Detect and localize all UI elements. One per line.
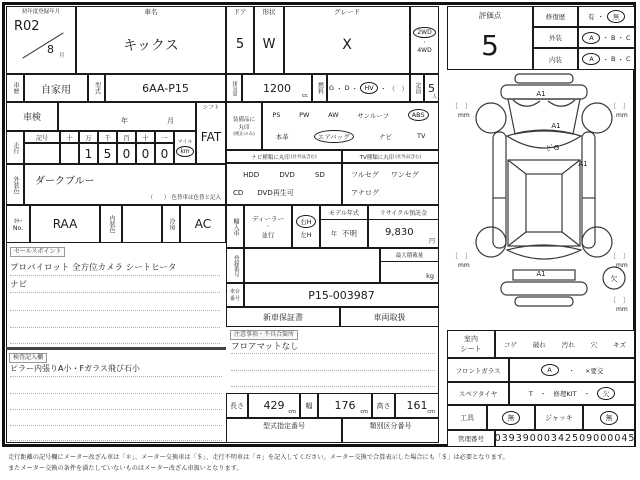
chassis-label-2: 番号	[229, 296, 240, 302]
fuel-cell	[327, 74, 410, 102]
mileage-header-kigo: 記号	[24, 131, 60, 143]
shift-value: FAT	[200, 130, 222, 145]
diagonal-line	[22, 33, 63, 59]
interior-grade-c: C	[625, 55, 631, 63]
history-label: 車歴	[12, 82, 19, 94]
new-car-warranty: 新車保証書	[226, 307, 340, 327]
right-handle: 右H	[296, 215, 315, 228]
navi-sd: SD	[315, 170, 325, 179]
front-bumper-strip	[515, 74, 573, 83]
capacity-cell	[424, 74, 439, 102]
mileage-header: 十	[60, 131, 79, 143]
seat-label-1: 室内	[464, 335, 478, 343]
car-diagram	[447, 72, 635, 328]
shift-label: シフト	[202, 105, 220, 111]
tv-fullseg: フルセグ	[351, 171, 379, 179]
width-label: 幅	[300, 393, 318, 418]
equip-aw: AW	[328, 111, 339, 120]
mileage-unit-cell	[174, 131, 196, 164]
dot: ・	[617, 55, 624, 64]
car-name-cell	[76, 6, 226, 74]
displacement-value: 1200	[263, 81, 291, 95]
mileage-kigo-value	[24, 143, 60, 164]
missing-part-mark: 欠	[610, 275, 618, 283]
exterior-grade-c: C	[625, 33, 631, 42]
jack-value: 無	[600, 411, 618, 425]
body-color-label-cell	[6, 164, 24, 205]
model-code-label-cell	[88, 74, 105, 102]
ruled-line	[10, 310, 220, 328]
ruled-line	[231, 354, 435, 371]
height-value: 161	[406, 399, 428, 412]
windshield-a: A	[541, 364, 559, 376]
interior-grade-a: A	[582, 53, 600, 65]
door-label: ドア	[233, 8, 247, 16]
km-unit: km	[176, 146, 194, 157]
navi-type-header: ナビ種類に丸印	[251, 154, 290, 161]
car-name-label: 車名	[144, 8, 158, 16]
score-value: 5	[481, 28, 499, 62]
navi-hdd: HDD	[243, 170, 260, 179]
dot: ・	[602, 34, 609, 42]
score-label: 評価点	[478, 11, 502, 20]
registration-no-label-cell	[226, 248, 244, 283]
mm-unit: mm	[458, 112, 470, 119]
equip-tv: TV	[416, 132, 426, 141]
shift-cell	[196, 102, 226, 164]
import-label-cell	[226, 205, 244, 248]
body-color-cell	[24, 164, 226, 205]
chassis-value: P15-003987	[244, 283, 439, 307]
registration-no-value	[244, 248, 380, 283]
wheel-front-right	[582, 103, 612, 133]
door-cell	[226, 6, 254, 74]
equipment-label-3: (純正のみ)	[233, 132, 255, 137]
tv-type-header-sub: (社外品含む)	[395, 154, 422, 160]
ac-label-cell	[162, 205, 180, 243]
roof-line	[508, 232, 526, 246]
mileage-digit: 5	[98, 143, 117, 164]
windshield-x: ×要交	[585, 366, 604, 375]
repair-history-label: 修復歴	[533, 6, 578, 27]
mileage-header: 万	[79, 131, 98, 143]
equipment-options	[262, 102, 439, 150]
control-no-label: 管理番号	[447, 430, 495, 447]
import-label: 輸入車	[232, 217, 239, 236]
first-registration-era: R02	[14, 19, 40, 35]
windshield	[507, 130, 581, 148]
fuel-d: D	[344, 84, 350, 92]
dot: ・	[602, 55, 609, 64]
sales-point-tab: セールスポイント	[10, 247, 65, 257]
roof-line	[562, 160, 580, 174]
shape-value: W	[262, 37, 276, 53]
tools-label: 工具	[447, 405, 487, 430]
mileage-digit: 1	[79, 143, 98, 164]
color-no-value: RAA	[30, 205, 100, 243]
first-registration-label: 初年度登録年月	[21, 9, 61, 15]
drive-2wd: 2WD	[413, 27, 435, 38]
chassis-label-1: 車台	[229, 289, 240, 295]
measure-bracket: 〔 〕	[451, 252, 472, 260]
displacement-cell	[242, 74, 312, 102]
history-value: 自家用	[24, 74, 88, 102]
grade-cell	[284, 6, 410, 74]
seat-label-2: シート	[460, 345, 482, 353]
mile-unit: マイル	[177, 139, 193, 145]
person-unit: 人	[431, 94, 437, 100]
color-change-paren: （ ）	[147, 195, 170, 201]
mileage-header: 百	[117, 131, 136, 143]
dot: ・	[568, 366, 576, 375]
tools-value: 無	[502, 411, 520, 425]
dot: ・	[539, 390, 547, 398]
navi-dvd-play: DVD再生可	[257, 188, 294, 197]
damage-mark-rear: A1	[536, 270, 546, 278]
roof-center	[526, 174, 562, 232]
ruled-line	[10, 393, 222, 410]
ac-value: AC	[180, 205, 226, 243]
kg-unit: kg	[426, 272, 434, 280]
dot: ・	[336, 84, 343, 93]
sales-point-line2: ナビ	[10, 276, 220, 293]
wheel-rear-left	[476, 227, 506, 257]
damage-mark-front: A1	[536, 90, 546, 98]
left-handle: 左H	[300, 230, 312, 239]
exterior-grade-label: 外装	[533, 27, 578, 48]
right-side-panel	[582, 132, 595, 248]
wheel-front-left	[476, 103, 506, 133]
interior-color-value	[122, 205, 162, 243]
equipment-label-2: 丸印	[238, 125, 250, 131]
displacement-label-cell	[226, 74, 242, 102]
cm-unit: cm	[427, 409, 435, 415]
registration-no-label: 登録番号	[232, 254, 239, 277]
car-name-value: キックス	[123, 37, 179, 54]
headlight-right	[548, 100, 575, 106]
spare-missing: 欠	[597, 387, 615, 400]
grade-label: グレード	[334, 8, 360, 16]
measure-bracket: 〔 〕	[609, 296, 630, 304]
control-no-value: 03939000342509000045	[495, 430, 635, 447]
mileage-digit: 0	[155, 143, 174, 164]
body-color-value: ダークブルー	[35, 176, 95, 187]
headlight-left	[513, 100, 540, 106]
ruled-line	[10, 377, 222, 394]
dot: ・	[583, 390, 591, 398]
mm-unit: mm	[458, 262, 470, 269]
footer-line2: またメーター交換の条件を満たしていないものはメーター改ざん車扱いとなります。	[8, 465, 243, 472]
ac-label: 冷房	[168, 218, 175, 230]
shaken-label: 車検	[6, 102, 58, 131]
equip-navi: ナビ	[378, 132, 392, 141]
interior-color-label-cell	[100, 205, 122, 243]
first-registration-month: 8	[47, 43, 54, 57]
equip-sunroof: サンルーフ	[357, 111, 390, 120]
damage-mark-side: A1	[578, 160, 588, 168]
inspector-tab: 検査記入欄	[9, 353, 47, 363]
notes-line1: フロアマットなし	[231, 338, 435, 354]
jack-label: ジャッキ	[535, 405, 583, 430]
interior-color-label: 内装色	[108, 215, 115, 233]
tv-options	[342, 163, 439, 205]
rear-bumper	[501, 282, 587, 295]
left-side-panel	[493, 132, 506, 248]
rear-bumper-strip	[515, 297, 573, 306]
dot: ・	[617, 34, 624, 42]
footer-line1: 走行距離の記号欄にメーター改ざん車は「＊」、メーター交換車は「＄」、走行不明車は「＃」を記入してください。メーター交換で合算表示した場合にも「＄」は必要となります。	[8, 454, 509, 461]
ruled-line	[231, 370, 435, 387]
notes-tab: 注意事項・不具合箇所	[230, 330, 298, 340]
measure-bracket: 〔 〕	[451, 102, 472, 110]
mileage-digit: 0	[136, 143, 155, 164]
shaken-open-cell	[58, 102, 196, 131]
equipment-label-1: 装備品に	[232, 117, 255, 123]
navi-type-header-sub: (社外品含む)	[290, 154, 317, 160]
body-color-label: 外装色	[12, 175, 19, 194]
drive-cell	[410, 6, 439, 74]
capacity-value: 5	[428, 81, 435, 95]
navi-options	[226, 163, 342, 205]
seat-yogore: 汚れ	[561, 340, 575, 349]
equip-pw: PW	[299, 111, 310, 120]
first-registration-cell	[6, 6, 76, 74]
seat-koge: コゲ	[503, 340, 517, 349]
fuel-label: 燃料	[316, 82, 324, 94]
navi-dvd: DVD	[279, 170, 295, 179]
seat-yabure: 破れ	[532, 340, 546, 349]
ruled-line	[10, 425, 222, 441]
equip-airbag: エアバッグ	[314, 130, 354, 143]
mileage-label: 走行	[12, 141, 19, 154]
model-code-label: 型式	[93, 82, 101, 94]
equip-ps: PS	[272, 111, 281, 120]
spare-tire-label: スペアタイヤ	[447, 382, 509, 405]
roof-line	[562, 232, 580, 246]
length-label: 長さ	[226, 393, 248, 418]
mileage-digit: 0	[117, 143, 136, 164]
seat-kizu: キズ	[613, 340, 627, 349]
max-load-label: 最大積載量	[381, 249, 438, 262]
fuel-label-cell	[312, 74, 327, 102]
shaken-month-unit: 月	[167, 117, 174, 125]
capacity-label-cell	[410, 74, 424, 102]
color-no-label-2: No.	[13, 224, 23, 232]
cm-unit: cm	[288, 409, 296, 415]
import-dealer: ディーラー	[252, 215, 284, 223]
grade-value: X	[342, 36, 352, 53]
equip-leather: 本革	[275, 132, 289, 141]
interior-grade-label: 内装	[533, 48, 578, 70]
damage-mark-glass: ﾋﾞG	[546, 144, 560, 152]
equip-abs: ABS	[408, 109, 429, 121]
ruled-line	[10, 327, 220, 344]
interior-grade-b: B	[610, 55, 616, 63]
ruled-line	[10, 409, 222, 426]
rear-window	[507, 245, 581, 259]
dot: ・	[597, 13, 604, 21]
ruled-line	[10, 293, 220, 311]
mm-unit: mm	[616, 112, 628, 119]
vehicle-handling: 車両取扱	[340, 307, 439, 327]
mm-unit: mm	[616, 306, 628, 313]
color-no-label-1: ｶﾗｰ	[13, 218, 23, 225]
shape-label: 形状	[262, 8, 276, 16]
month-unit: 月	[59, 53, 65, 60]
yen-unit: 円	[428, 238, 435, 245]
mileage-label-cell	[6, 131, 24, 164]
dot: ・	[380, 84, 387, 93]
dot: ・	[351, 84, 359, 93]
measure-bracket: 〔 〕	[609, 252, 630, 260]
tv-type-header: TV種類に丸印	[359, 154, 395, 161]
model-code-value: 6AA-P15	[105, 74, 226, 102]
dot: ・	[421, 39, 427, 46]
tv-oneseg: ワンセグ	[390, 171, 419, 179]
measure-bracket: 〔 〕	[609, 102, 630, 110]
mm-unit: mm	[616, 262, 628, 269]
capacity-label: 定員	[414, 82, 421, 94]
roof	[508, 160, 580, 246]
recycle-value: 9,830	[385, 227, 414, 238]
sales-point-line1: プロパイロット 全方位カメラ シートヒータ	[10, 259, 220, 276]
fuel-hv: HV	[360, 82, 378, 94]
import-parallel: 並行	[261, 231, 275, 239]
mileage-header: 千	[98, 131, 117, 143]
mileage-header: 十	[136, 131, 155, 143]
repair-yes: 有	[588, 13, 595, 21]
seat-ana: 穴	[590, 340, 598, 349]
exterior-grade-b: B	[610, 33, 616, 42]
spare-repair-kit: 修理KIT	[553, 390, 577, 398]
section-divider	[6, 347, 226, 350]
model-year-value: 不明	[342, 229, 357, 238]
inspector-line1: ピラー内張りA小・Fガラス飛び石小	[10, 361, 222, 377]
type-cert-label: 型式指定番号	[263, 422, 305, 430]
navi-cd: CD	[233, 188, 244, 197]
class-no-label: 類別区分番号	[369, 422, 412, 430]
cm-unit: cm	[360, 409, 368, 415]
windshield-label: フロントガラス	[447, 358, 509, 382]
mileage-digit	[60, 143, 79, 164]
tv-analog: アナログ	[351, 189, 379, 197]
displacement-label: 排気量	[231, 80, 238, 96]
drive-4wd: 4WD	[417, 46, 432, 54]
length-value: 429	[263, 399, 285, 412]
width-value: 176	[334, 399, 356, 412]
recycle-label: リサイクル預託金	[369, 206, 438, 220]
roof-line	[508, 160, 526, 174]
fuel-g: G	[328, 84, 335, 92]
shape-cell	[254, 6, 284, 74]
height-label: 高さ	[372, 393, 395, 418]
dot: ・	[265, 224, 271, 230]
wheel-rear-right	[582, 227, 612, 257]
damage-mark-hood: A1	[551, 122, 561, 130]
color-change-note: 色替車は色替と記入	[171, 195, 221, 201]
mileage-header: 一	[155, 131, 174, 143]
cc-unit: cc	[301, 93, 308, 99]
shaken-year-unit: 年	[121, 117, 128, 125]
history-label-cell	[6, 74, 24, 102]
model-year-label: モデル年式	[321, 206, 367, 220]
model-year-unit: 年	[330, 231, 337, 238]
exterior-grade-a: A	[582, 32, 600, 44]
repair-no: 無	[607, 10, 625, 23]
door-value: 5	[235, 37, 245, 53]
fuel-paren: （ ）	[388, 84, 409, 93]
spare-t: T	[528, 389, 533, 398]
